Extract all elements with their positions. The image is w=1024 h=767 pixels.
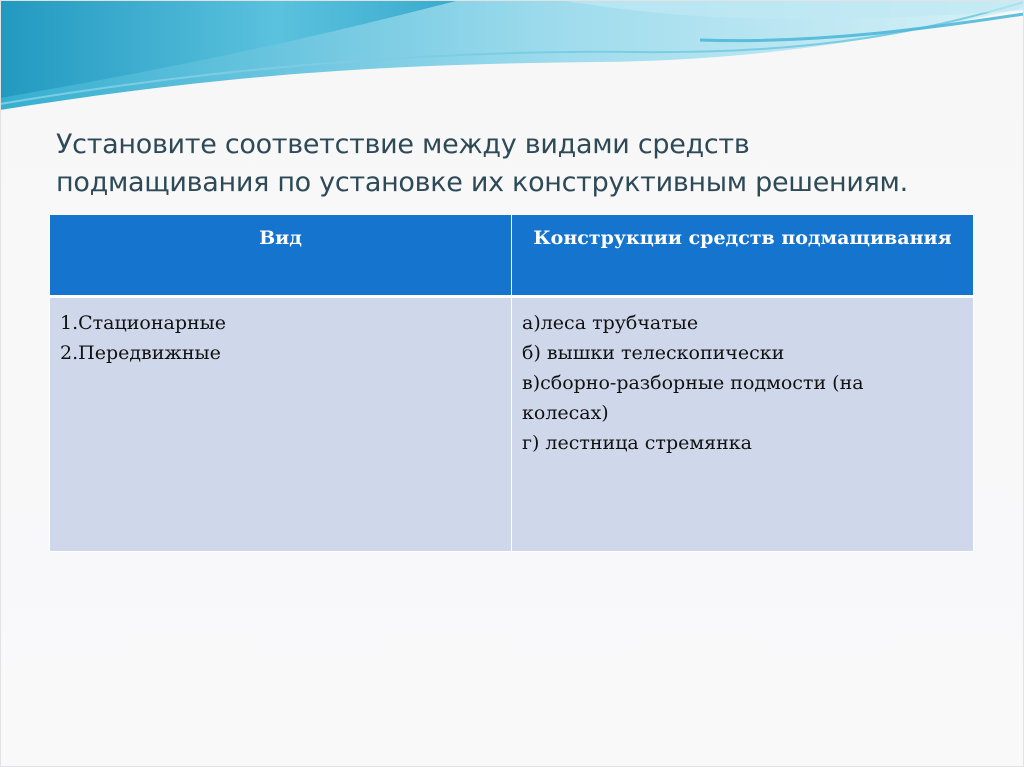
construction-item: б) вышки телескопически bbox=[522, 342, 785, 364]
slide-title bbox=[56, 126, 976, 202]
decorative-wave bbox=[0, 0, 1024, 120]
table-row bbox=[50, 297, 974, 552]
construction-item: в)сборно-разборные подмости (на bbox=[522, 372, 864, 394]
slide-title-line-1: Установите соответствие между видами средств bbox=[56, 129, 750, 160]
construction-item: колесах) bbox=[522, 402, 609, 424]
slide-title-line-2: подмащивания по установке их конструктивным решениям. bbox=[56, 167, 908, 198]
construction-item: а)леса трубчатые bbox=[522, 312, 699, 334]
constructions-cell bbox=[512, 297, 974, 552]
type-item: 2.Передвижные bbox=[60, 342, 221, 364]
matching-table bbox=[49, 214, 974, 552]
table-header-row bbox=[50, 215, 974, 297]
header-type: Вид bbox=[50, 215, 512, 297]
construction-item: г) лестница стремянка bbox=[522, 432, 752, 454]
type-item: 1.Стационарные bbox=[60, 312, 227, 334]
types-cell bbox=[50, 297, 512, 552]
header-constructions: Конструкции средств подмащивания bbox=[512, 215, 974, 297]
